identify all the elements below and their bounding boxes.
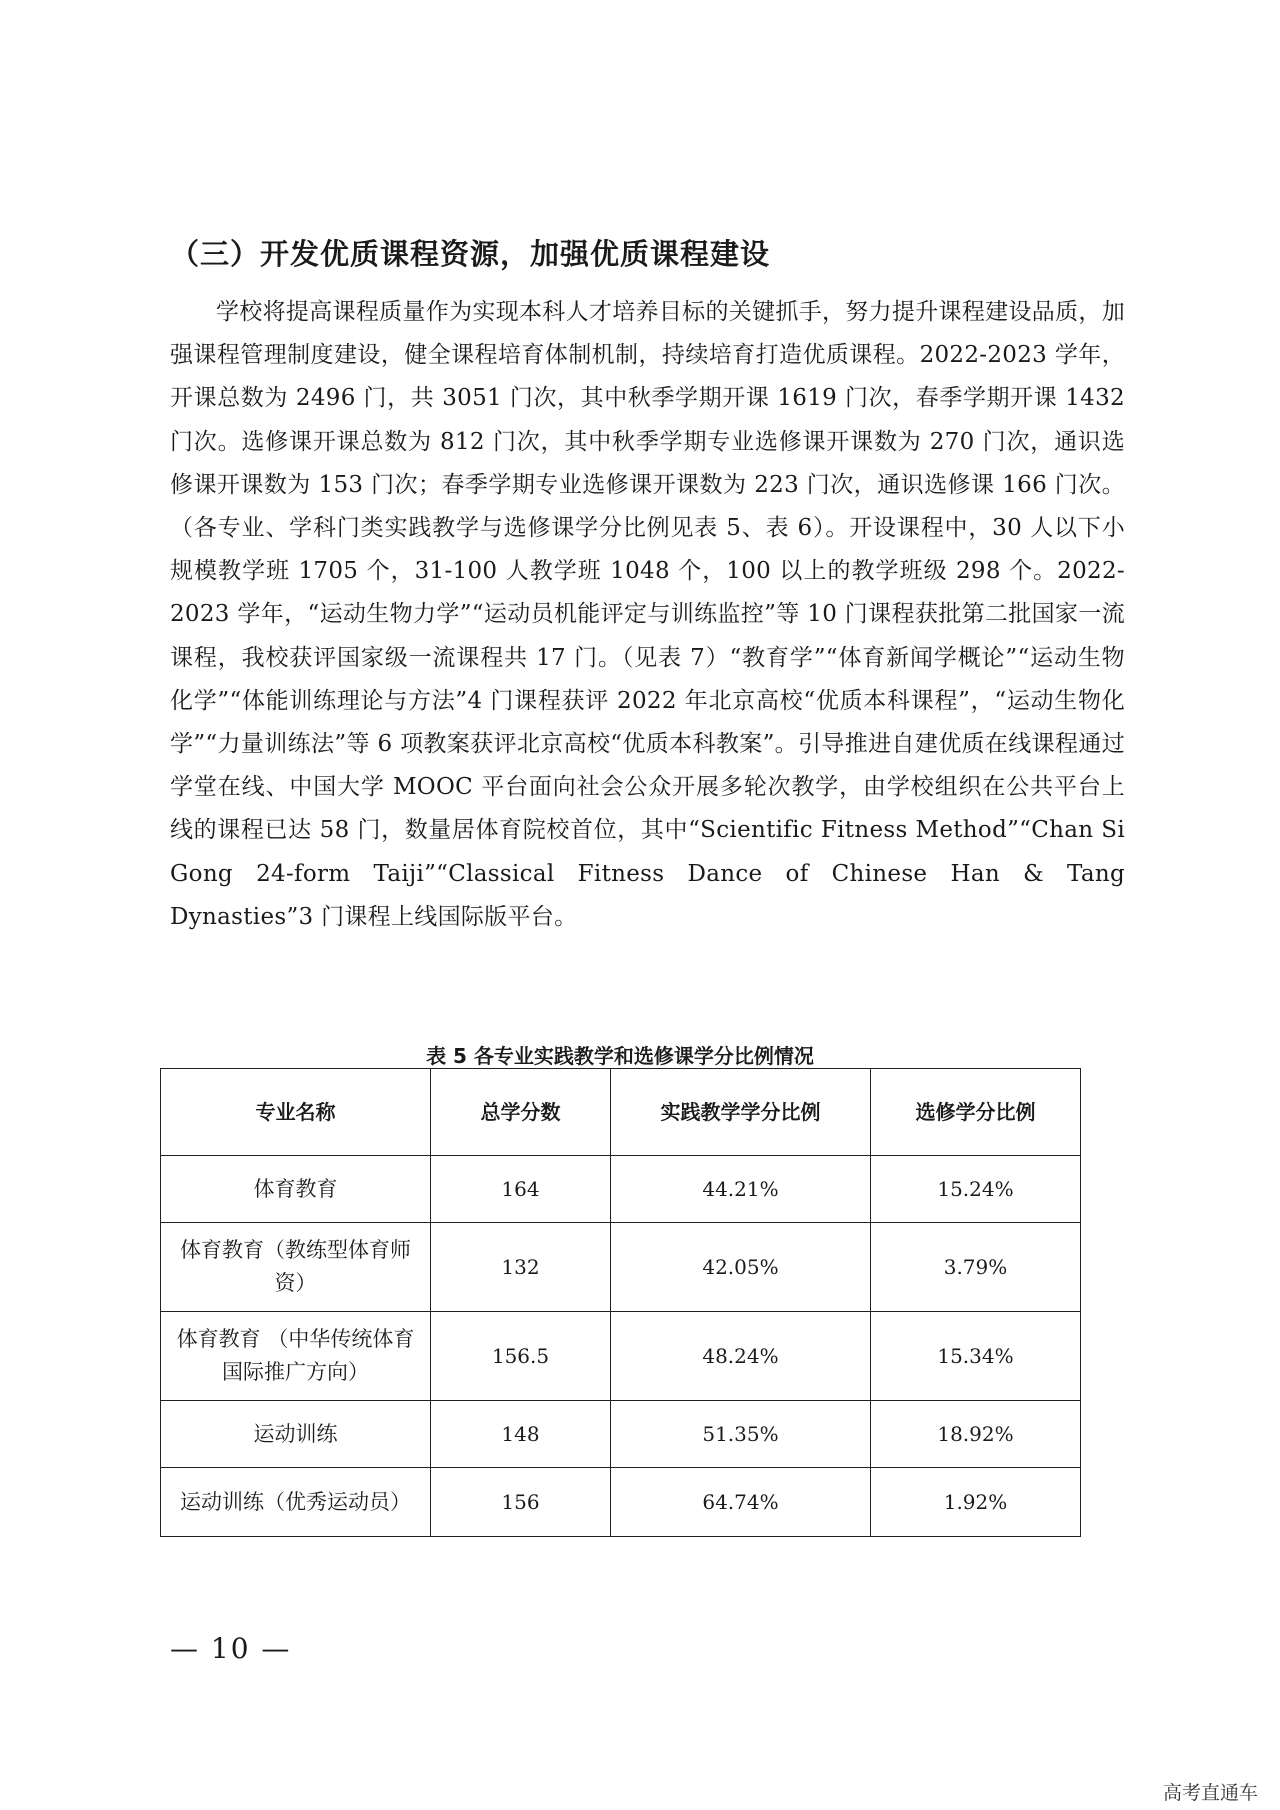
table-row bbox=[161, 1312, 1081, 1401]
cell-elective-ratio: 1.92% bbox=[871, 1468, 1081, 1537]
header-practice-ratio: 实践教学学分比例 bbox=[611, 1069, 871, 1156]
page-number: — 10 — bbox=[170, 1632, 292, 1665]
section-heading: （三）开发优质课程资源，加强优质课程建设 bbox=[170, 237, 771, 271]
cell-total-credits: 132 bbox=[431, 1223, 611, 1312]
cell-total-credits: 156 bbox=[431, 1468, 611, 1537]
cell-major-name: 体育教育（教练型体育师资） bbox=[161, 1223, 431, 1312]
table-caption: 表 5 各专业实践教学和选修课学分比例情况 bbox=[426, 1044, 814, 1068]
cell-elective-ratio: 15.34% bbox=[871, 1312, 1081, 1401]
cell-major-name: 体育教育 bbox=[161, 1156, 431, 1223]
table-row bbox=[161, 1156, 1081, 1223]
cell-total-credits: 164 bbox=[431, 1156, 611, 1223]
cell-practice-ratio: 64.74% bbox=[611, 1468, 871, 1537]
cell-practice-ratio: 44.21% bbox=[611, 1156, 871, 1223]
cell-total-credits: 156.5 bbox=[431, 1312, 611, 1401]
credit-ratio-table bbox=[160, 1068, 1081, 1537]
header-elective-ratio: 选修学分比例 bbox=[871, 1069, 1081, 1156]
cell-elective-ratio: 15.24% bbox=[871, 1156, 1081, 1223]
header-major-name: 专业名称 bbox=[161, 1069, 431, 1156]
table-header-row bbox=[161, 1069, 1081, 1156]
cell-practice-ratio: 51.35% bbox=[611, 1401, 871, 1468]
table-row bbox=[161, 1401, 1081, 1468]
watermark-text: 高考直通车 bbox=[1162, 1782, 1258, 1804]
cell-elective-ratio: 18.92% bbox=[871, 1401, 1081, 1468]
table-row bbox=[161, 1223, 1081, 1312]
cell-major-name: 运动训练 bbox=[161, 1401, 431, 1468]
cell-major-name: 体育教育 （中华传统体育国际推广方向） bbox=[161, 1312, 431, 1401]
cell-major-name: 运动训练（优秀运动员） bbox=[161, 1468, 431, 1537]
body-paragraph: 学校将提高课程质量作为实现本科人才培养目标的关键抓手，努力提升课程建设品质，加强课程管理制度建设，健全课程培育体制机制，持续培育打造优质课程。2022-2023 学年，开课总数为 2496 门，共 3051 门次，其中秋季学期开课 1619 门次，春季学期开课 1432 门次。选修课开课总数为 812 门次，其中秋季学期专业选修课开课数为 270 门次，通识选修课开课数为 153 门次；春季学期专业选修课开课数为 223 门次，通识选修课 166 门次。（各专业、学科门类实践教学与选修课学分比例见表 5、表 6）。开设课程中，30 人以下小规模教学班 1705 个，31-100 人教学班 1048 个，100 以上的教学班级 298 个。2022-2023 学年，“运动生物力学”“运动员机能评定与训练监控”等 10 门课程获批第二批国家一流课程，我校获评国家级一流课程共 17 门。（见表 7）“教育学”“体育新闻学概论”“运动生物化学”“体能训练理论与方法”4 门课程获评 2022 年北京高校“优质本科课程”，“运动生物化学”“力量训练法”等 6 项教案获评北京高校“优质本科教案”。引导推进自建优质在线课程通过学堂在线、中国大学 MOOC 平台面向社会公众开展多轮次教学，由学校组织在公共平台上线的课程已达 58 门，数量居体育院校首位，其中“Scientific Fitness Method”“Chan Si Gong 24-form Taiji”“Classical Fitness Dance of Chinese Han & Tang Dynasties”3 门课程上线国际版平台。 bbox=[170, 299, 1125, 930]
cell-elective-ratio: 3.79% bbox=[871, 1223, 1081, 1312]
table-row bbox=[161, 1468, 1081, 1537]
header-total-credits: 总学分数 bbox=[431, 1069, 611, 1156]
cell-practice-ratio: 42.05% bbox=[611, 1223, 871, 1312]
cell-practice-ratio: 48.24% bbox=[611, 1312, 871, 1401]
cell-total-credits: 148 bbox=[431, 1401, 611, 1468]
